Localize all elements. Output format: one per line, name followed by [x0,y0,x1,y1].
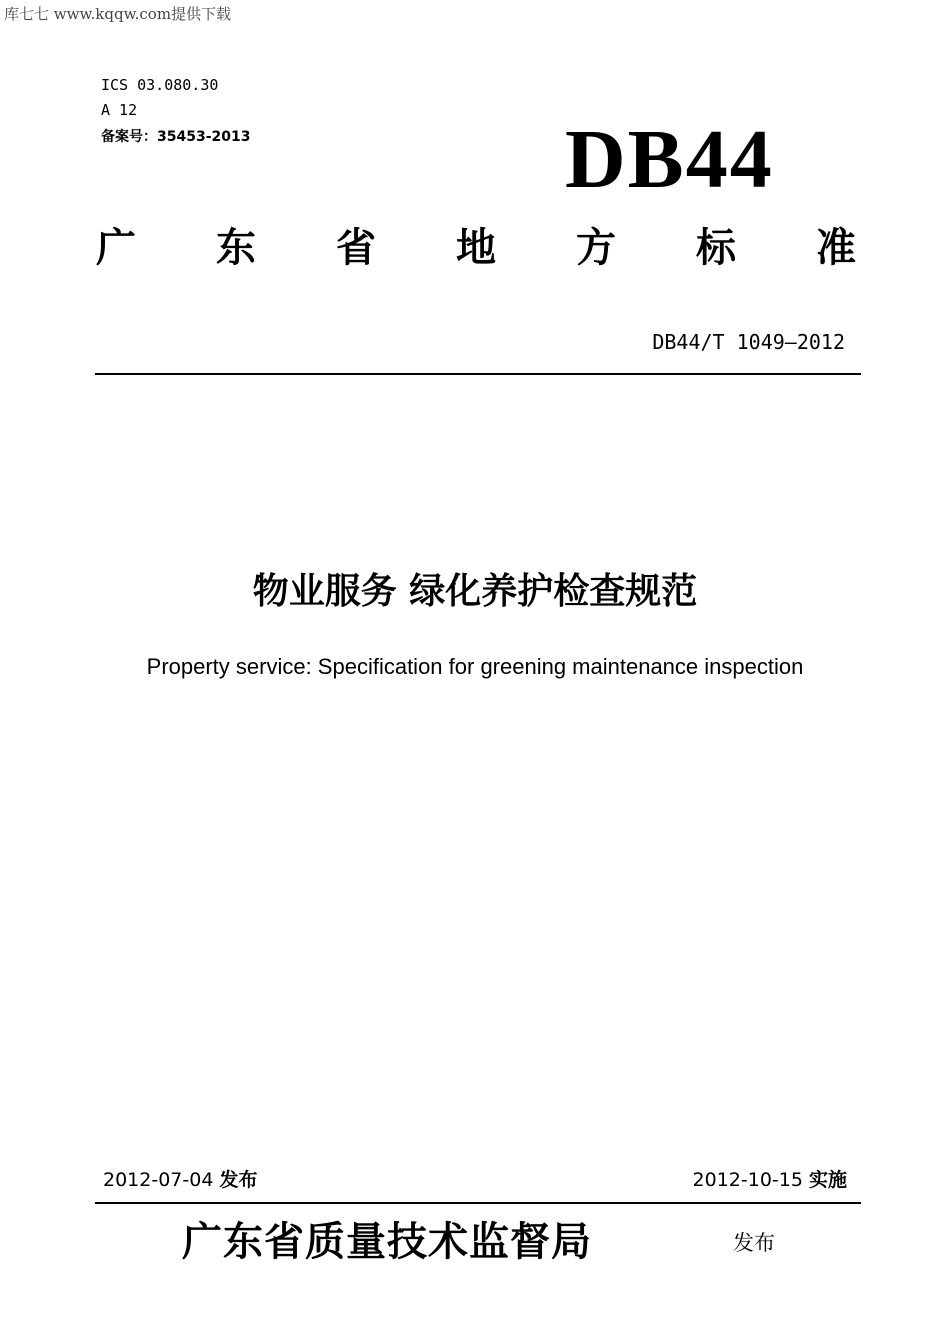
db44-logo: DB44 [565,113,774,206]
implement-label: 实施 [808,1169,847,1191]
standard-type-char: 省 [336,225,376,271]
standard-type-heading [96,224,856,272]
standard-type-char: 方 [576,225,616,271]
ics-code: ICS 03.080.30 [101,76,219,94]
publish-date-line [103,1168,257,1192]
issuer-name: 广东省质量技术监督局 [182,1218,592,1265]
standard-type-char: 地 [456,225,496,271]
implement-date: 2012-10-15 [692,1169,803,1191]
issuer-suffix: 发布 [733,1231,775,1255]
title-english: Property service: Specification for greening maintenance inspection [146,654,804,679]
standard-type-char: 广 [96,225,136,271]
watermark-text: 库七七 www.kqqw.com提供下载 [4,5,232,23]
title-chinese: 物业服务 绿化养护检查规范 [252,571,698,612]
standard-type-char: 准 [816,225,856,271]
standard-type-char: 标 [696,225,736,271]
publish-date: 2012-07-04 [103,1169,214,1191]
record-value: 35453-2013 [157,129,251,145]
implement-date-line [693,1168,847,1192]
bottom-divider [95,1202,861,1204]
top-divider [95,373,861,375]
record-label: 备案号： [101,129,157,145]
standard-type-char: 东 [216,225,256,271]
record-number [101,126,250,146]
ccs-code: A 12 [101,101,138,119]
publish-label: 发布 [219,1169,258,1191]
standard-number: DB44/T 1049—2012 [652,330,845,354]
